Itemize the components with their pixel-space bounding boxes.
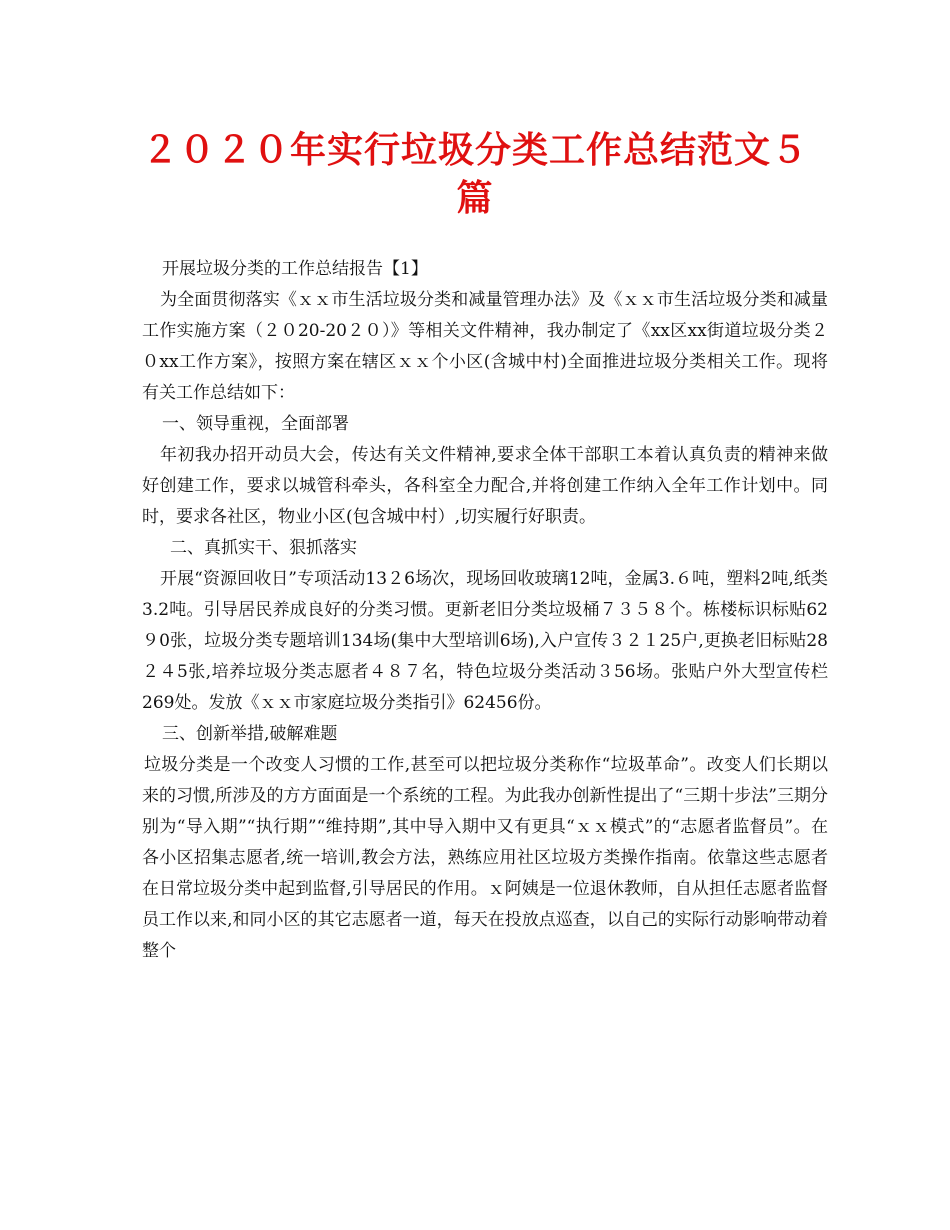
- intro-paragraph: 为全面贯彻落实《ｘｘ市生活垃圾分类和减量管理办法》及《ｘｘ市生活垃圾分类和减量工作实施方案（２０20-20２０）》等相关文件精神，我办制定了《xx区xx街道垃圾分类２０xx工作方案》，按照方案在辖区ｘｘ个小区(含城中村)全面推进垃圾分类相关工作。现将有关工作总结如下：: [142, 290, 828, 403]
- report-heading: 开展垃圾分类的工作总结报告【1】: [162, 259, 428, 279]
- section-2-paragraph: 开展“资源回收日”专项活动13２6场次，现场回收玻璃12吨，金属3.６吨，塑料2吨,纸类3.2吨。引导居民养成良好的分类习惯。更新老旧分类垃圾桶７３５８个。栋楼标识标贴62９0张，垃圾分类专题培训134场(集中大型培训6场),入户宣传３２１25户,更换老旧标贴28２４5张,培养垃圾分类志愿者４８７名，特色垃圾分类活动３56场。张贴户外大型宣传栏269处。发放《ｘｘ市家庭垃圾分类指引》62456份。: [142, 569, 828, 713]
- section-3-paragraph: 垃圾分类是一个改变人习惯的工作,甚至可以把垃圾分类称作“垃圾革命”。改变人们长期以来的习惯,所涉及的方方面面是一个系统的工程。为此我办创新性提出了“三期十步法”三期分别为“导入期”“执行期”“维持期”,其中导入期中又有更具“ｘｘ模式”的“志愿者监督员”。在各小区招集志愿者,统一培训,教会方法，熟练应用社区垃圾方类操作指南。依靠这些志愿者在日常垃圾分类中起到监督,引导居民的作用。ｘ阿姨是一位退休教师，自从担任志愿者监督员工作以来,和同小区的其它志愿者一道，每天在投放点巡查，以自己的实际行动影响带动着整个: [142, 755, 828, 961]
- section-heading-3: 三、创新举措,破解难题: [162, 724, 338, 744]
- section-heading-2: 二、真抓实干、狠抓落实: [170, 538, 357, 558]
- document-title: ２０２０年实行垃圾分类工作总结范文５篇: [141, 129, 808, 219]
- document-body: [142, 254, 828, 967]
- section-heading-1: 一、领导重视，全面部署: [162, 414, 349, 434]
- section-1-paragraph: 年初我办招开动员大会，传达有关文件精神,要求全体干部职工本着认真负责的精神来做好创建工作，要求以城管科牵头，各科室全力配合,并将创建工作纳入全年工作计划中。同时，要求各社区，物业小区(包含城中村）,切实履行好职责。: [142, 445, 828, 527]
